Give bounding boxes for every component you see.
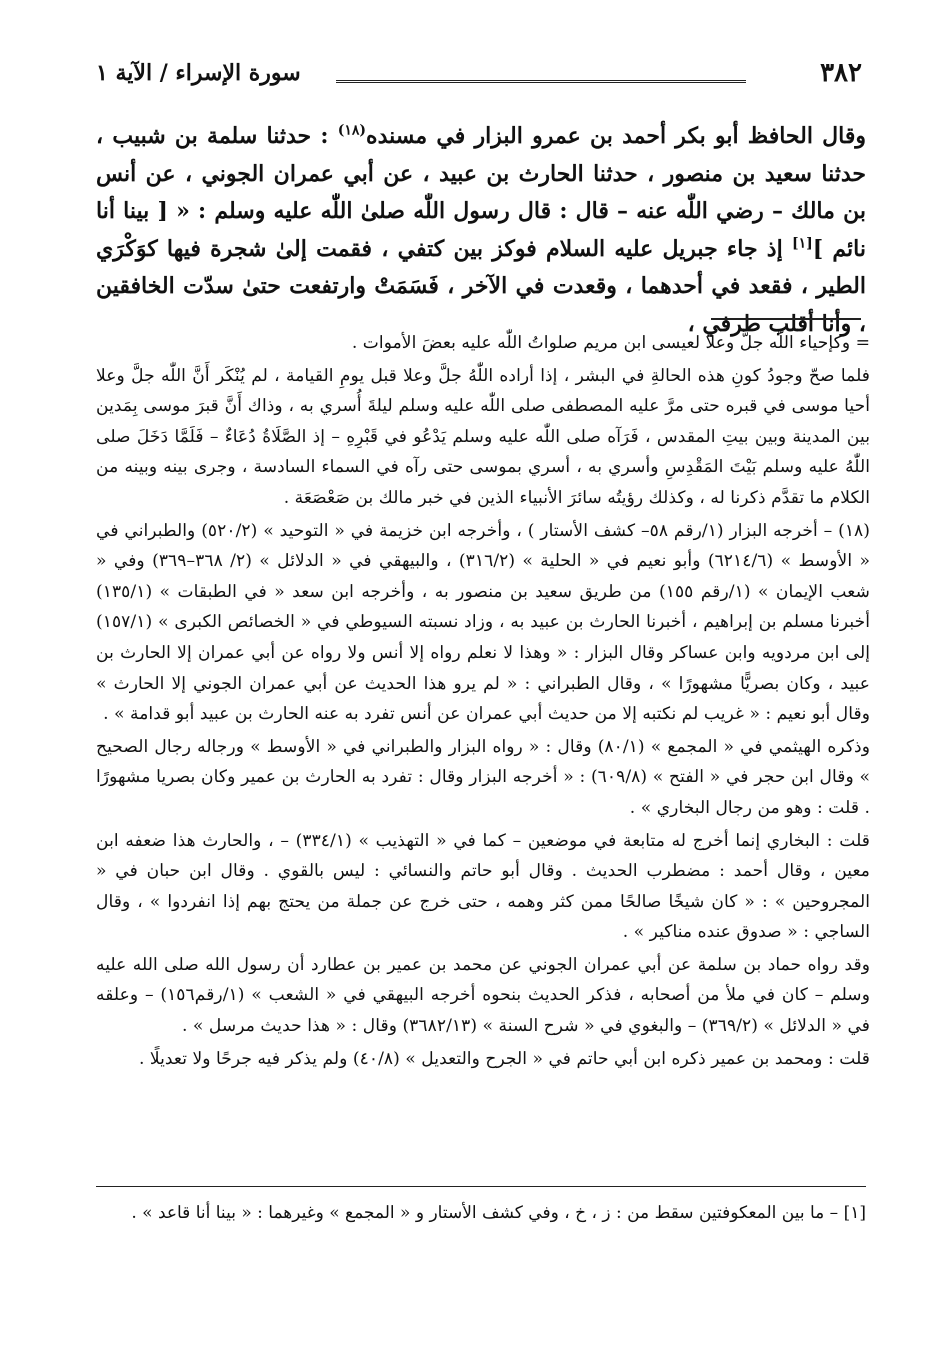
main-text-part-3: إذ جاء جبريل عليه السلام فوكز بين كتفي ، فقمت إلىٰ شجرة فيها كوَكْرَي الطير ، فقعد في أحدهما ، وقعدت في الآخر ، فَسَمَتْ وارتفعت حتىٰ سدّت الخافقين ، وأنا أقلب طرفي ، xyxy=(96,235,866,337)
bottom-note: [١] – ما بين المعكوفتين سقط من : ز ، خ ، وفي كشف الأستار و « المجمع » وغيرهما : « بينا أنا قاعد » . xyxy=(131,1203,866,1223)
footnotes-block xyxy=(96,328,870,1076)
main-text-part-2: : حدثنا سلمة بن شبيب ، حدثنا سعيد بن منصور ، حدثنا الحارث بن عبيد ، عن أبي عمران الجوني ، عن أنس بن مالك – رضي اللّٰه عنه – قال : قال رسول اللّٰه صلىٰ اللّٰه عليه وسلم : « [ بينا أنا نائم ] xyxy=(96,123,866,262)
footnote-ref-1: [١] xyxy=(791,235,813,252)
footnote-paragraph: وذكره الهيثمي في « المجمع » (٨٠/١) وقال : « رواه البزار والطبراني في « الأوسط » ورجاله رجال الصحيح » وقال ابن حجر في « الفتح » (٦٠٩/٨) : « أخرجه البزار وقال : تفرد به الحارث بن عمير وكان بصريا مشهورًا . قلت : وهو من رجال البخاري » . xyxy=(96,736,870,818)
bottom-note-separator xyxy=(96,1186,866,1187)
footnote-paragraph: = وكإحياء اللّٰه جلَّ وعلا لعيسى ابن مريم صلواتُ اللّٰه عليه بعضَ الأموات . xyxy=(351,333,870,353)
footnote-paragraph: وقد رواه حماد بن سلمة عن أبي عمران الجوني عن محمد بن عمير بن عطارد أن رسول الله صلى الله عليه وسلم – كان في ملأ من أصحابه ، فذكر الحديث بنحوه أخرجه البيهقي في « الشعب » (١/رقم١٥٦) – وعلقه في « الدلائل » (٣٦٩/٢) – والبغوي في « شرح السنة » (٣٦٨٢/١٣) وقال : « هذا حديث مرسل » . xyxy=(96,954,870,1037)
page-header xyxy=(96,58,866,98)
footnote-paragraph: قلت : ومحمد بن عمير ذكره ابن أبي حاتم في « الجرح والتعديل » (٤٠/٨) ولم يذكر فيه جرحًا ولا تعديلًا . xyxy=(138,1048,870,1069)
footnote-separator xyxy=(711,318,861,320)
footnote-paragraph: فلما صحّ وجودُ كونِ هذه الحالةِ في البشر ، إذا أراده اللّٰهُ جلَّ وعلا قبل يومِ القيامة ، لم يُنْكَر أَنَّ اللّٰه جلَّ وعلا أحيا موسى في قبره حتى مرَّ عليه المصطفى صلى اللّٰه عليه وسلم ليلةَ أُسري به ، وذاك أَنَّ قبرَ موسى بِمَدين بين المدينة وبين بيتِ المقدس ، فَرَآه صلى اللّٰه عليه وسلم يَدْعُو في قَبْرِهِ – إذ الصَّلَاةُ دُعَاءٌ – فَلَمَّا دَخَلَ صلى اللّٰهُ عليه وسلم بَيْتَ المَقْدِسِ وأسري به ، أسري بموسى حتى رآه في السماء السادسة ، وجرى بينه وبينه من الكلام ما تقدَّم ذكرنا له ، وكذلك رؤيتُه سائرَ الأنبياء الذين في خبر مالك بن صَعْصَعَة . xyxy=(96,365,870,508)
footnote-paragraph: قلت : البخاري إنما أخرج له متابعة في موضعين – كما في « التهذيب » (٣٣٤/١) – ، والحارث هذا ضعفه ابن معين ، وقال أحمد : مضطرب الحديث . وقال أبو حاتم والنسائي : ليس بالقوي . وقال ابن حبان في « المجروحين » : « كان شيخًا صالحًا ممن كثر وهمه ، حتى خرج عن جملة من يحتج بهم إذا انفردوا » ، وقال الساجي : « صدوق عنده مناكير » . xyxy=(96,830,870,943)
footnote-paragraph: (١٨) – أخرجه البزار (١/رقم ٥٨– كشف الأستار ) ، وأخرجه ابن خزيمة في « التوحيد » (٥٢٠/٢) والطبراني في « الأوسط » (٦٢١٤/٦) وأبو نعيم في « الحلية » (٣١٦/٢) ، والبيهقي في « الدلائل » (٢/ ٣٦٨–٣٦٩) وفي « شعب الإيمان » (١/رقم ١٥٥) من طريق سعيد بن منصور به ، وأخرجه ابن سعد « في الطبقات » (١٣٥/١) أخبرنا مسلم بن إبراهيم ، أخبرنا الحارث بن عبيد به ، وزاد نسبته السيوطي في « الخصائص الكبرى » (١٥٧/١) إلى ابن مردويه وابن عساكر وقال البزار : « وهذا لا نعلم رواه إلا أنس ولا رواه عن أبي عمران إلا الحارث بن عبيد ، وكان بصريًّا مشهورًا » ، وقال الطبراني : « لم يرو هذا الحديث عن أبي عمران الجوني إلا الحارث » وقال أبو نعيم : « غريب لم نكتبه إلا من حديث أبي عمران عن أنس تفرد به عنه الحارث بن عبيد أبو قدامة » . xyxy=(96,520,870,725)
main-text-part-1: وقال الحافظ أبو بكر أحمد بن عمرو البزار في مسنده xyxy=(366,123,867,149)
footnote-ref-18: (١٨) xyxy=(337,122,367,139)
page-number: ٣٨٢ xyxy=(820,58,862,88)
header-rule xyxy=(336,80,746,83)
main-text xyxy=(96,118,866,343)
running-title: سورة الإسراء / الآية ١ xyxy=(96,60,301,86)
